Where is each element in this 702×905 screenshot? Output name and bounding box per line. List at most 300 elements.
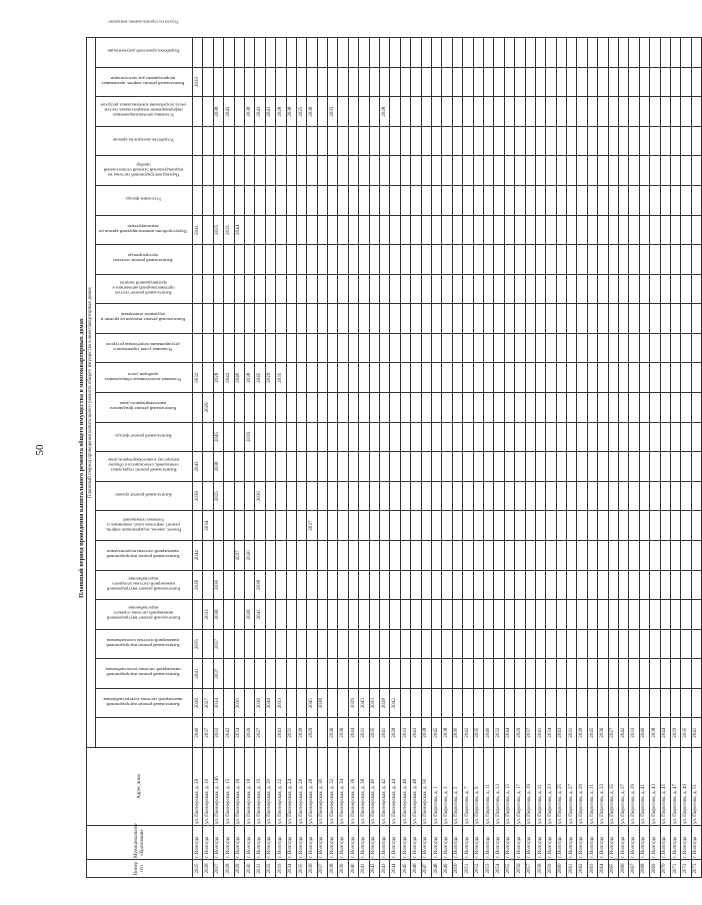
row-year-cell bbox=[525, 540, 535, 570]
row-year-cell bbox=[328, 570, 338, 600]
row-address: ул. Пирогова, д. 47 bbox=[670, 748, 680, 826]
row-year-cell bbox=[546, 511, 556, 541]
row-year-cell bbox=[473, 156, 483, 186]
row-year-cell bbox=[244, 245, 254, 275]
row-year-cell bbox=[483, 452, 493, 482]
table-row bbox=[639, 38, 649, 878]
row-year-cell: 2027 bbox=[255, 718, 265, 748]
row-municipality: г. Вологда bbox=[390, 826, 400, 860]
row-year-cell bbox=[525, 481, 535, 511]
row-year-cell bbox=[224, 245, 234, 275]
row-year-cell bbox=[483, 540, 493, 570]
row-year-cell bbox=[525, 659, 535, 689]
header-work-type-label: Капитальный ремонт внутридомовой инженерной системы газоснабжения bbox=[106, 637, 180, 648]
row-year-cell bbox=[390, 186, 400, 216]
row-year-cell bbox=[535, 333, 545, 363]
row-year-cell bbox=[224, 570, 234, 600]
row-address: ул. Пирогова, д. 37 bbox=[619, 748, 629, 826]
table-row bbox=[359, 38, 369, 878]
row-year-cell bbox=[463, 659, 473, 689]
row-year-cell bbox=[463, 304, 473, 334]
row-year-cell bbox=[556, 304, 566, 334]
row-year-cell bbox=[234, 393, 244, 423]
row-number: 2054 bbox=[494, 860, 504, 878]
row-year-cell bbox=[411, 97, 421, 127]
row-year-cell bbox=[515, 186, 525, 216]
row-year-cell bbox=[515, 333, 525, 363]
row-year-cell bbox=[650, 540, 660, 570]
row-municipality: г. Вологда bbox=[452, 826, 462, 860]
row-year-cell bbox=[328, 422, 338, 452]
row-year-cell bbox=[338, 274, 348, 304]
row-year-cell bbox=[390, 452, 400, 482]
row-municipality: г. Вологда bbox=[442, 826, 452, 860]
table-row bbox=[411, 38, 421, 878]
row-year-cell bbox=[650, 659, 660, 689]
row-year-cell bbox=[348, 333, 358, 363]
row-year-cell bbox=[463, 186, 473, 216]
row-year-cell bbox=[338, 570, 348, 600]
row-year-cell: 2043 bbox=[359, 688, 369, 718]
row-year-cell bbox=[691, 629, 701, 659]
row-year-cell bbox=[234, 481, 244, 511]
row-year-cell bbox=[328, 540, 338, 570]
table-row bbox=[276, 38, 286, 878]
row-year-cell bbox=[431, 97, 441, 127]
row-address: ул. Пионерская, д. 38 bbox=[359, 748, 369, 826]
row-year-cell bbox=[265, 570, 275, 600]
row-year-cell: 2031 bbox=[286, 718, 296, 748]
row-year-cell bbox=[483, 511, 493, 541]
row-year-cell bbox=[244, 688, 254, 718]
row-year-cell bbox=[567, 67, 577, 97]
row-year-cell bbox=[619, 540, 629, 570]
row-year-cell bbox=[400, 274, 410, 304]
row-year-cell bbox=[369, 156, 379, 186]
row-year-cell bbox=[348, 126, 358, 156]
row-municipality: г. Вологда bbox=[380, 826, 390, 860]
row-year-cell bbox=[567, 688, 577, 718]
row-year-cell bbox=[650, 422, 660, 452]
row-year-cell bbox=[286, 570, 296, 600]
row-number: 2048 bbox=[431, 860, 441, 878]
row-year-cell bbox=[660, 363, 670, 393]
row-year-cell bbox=[411, 274, 421, 304]
row-year-cell bbox=[515, 38, 525, 68]
row-year-cell bbox=[234, 156, 244, 186]
row-year-cell bbox=[276, 333, 286, 363]
row-year-cell bbox=[567, 540, 577, 570]
row-year-cell bbox=[442, 67, 452, 97]
row-year-cell bbox=[670, 570, 680, 600]
table-row bbox=[224, 38, 234, 878]
row-year-cell bbox=[515, 629, 525, 659]
row-year-cell bbox=[535, 481, 545, 511]
row-year-cell bbox=[234, 274, 244, 304]
row-year-cell bbox=[317, 126, 327, 156]
header-work-type-label: Капитальный ремонт внутридомовой инженерной системы теплоснабжения bbox=[105, 667, 181, 678]
row-year-cell bbox=[224, 540, 234, 570]
row-year-cell bbox=[400, 67, 410, 97]
row-year-cell bbox=[535, 363, 545, 393]
row-year-cell bbox=[317, 540, 327, 570]
table-row bbox=[255, 38, 265, 878]
row-year-cell bbox=[515, 659, 525, 689]
row-year-cell: 2039 bbox=[296, 718, 306, 748]
row-year-cell bbox=[296, 156, 306, 186]
table-row bbox=[567, 38, 577, 878]
row-year-cell bbox=[296, 511, 306, 541]
row-number: 2064 bbox=[598, 860, 608, 878]
row-year-cell bbox=[307, 570, 317, 600]
row-year-cell bbox=[483, 600, 493, 630]
row-year-cell bbox=[535, 97, 545, 127]
table-row bbox=[265, 38, 275, 878]
row-year-cell bbox=[577, 215, 587, 245]
row-address: ул. Пирогова, д. 51 bbox=[691, 748, 701, 826]
row-year-cell bbox=[244, 393, 254, 423]
row-year-cell bbox=[317, 363, 327, 393]
row-year-cell bbox=[650, 570, 660, 600]
row-year-cell bbox=[504, 126, 514, 156]
row-year-cell bbox=[411, 393, 421, 423]
row-year-cell bbox=[452, 688, 462, 718]
row-year-cell bbox=[359, 38, 369, 68]
row-year-cell bbox=[483, 186, 493, 216]
row-year-cell bbox=[380, 274, 390, 304]
table-row bbox=[546, 38, 556, 878]
row-address: ул. Пирогова, д. 39 bbox=[629, 748, 639, 826]
row-year-cell bbox=[494, 97, 504, 127]
row-year-cell bbox=[670, 126, 680, 156]
row-year-cell bbox=[411, 688, 421, 718]
row-year-cell bbox=[546, 97, 556, 127]
row-year-cell bbox=[525, 215, 535, 245]
row-year-cell bbox=[390, 600, 400, 630]
row-year-cell bbox=[224, 38, 234, 68]
row-year-cell bbox=[515, 540, 525, 570]
row-year-cell bbox=[691, 688, 701, 718]
row-year-cell bbox=[348, 511, 358, 541]
row-year-cell: 2025 bbox=[213, 481, 223, 511]
row-municipality: г. Вологда bbox=[525, 826, 535, 860]
row-year-cell bbox=[400, 600, 410, 630]
row-year-cell bbox=[296, 629, 306, 659]
row-year-cell bbox=[452, 481, 462, 511]
table-row bbox=[193, 38, 203, 878]
row-year-cell bbox=[608, 304, 618, 334]
row-year-cell bbox=[525, 452, 535, 482]
row-year-cell bbox=[400, 97, 410, 127]
row-year-cell bbox=[608, 274, 618, 304]
row-year-cell bbox=[411, 67, 421, 97]
row-year-cell bbox=[670, 629, 680, 659]
row-year-cell bbox=[577, 511, 587, 541]
row-year-cell bbox=[421, 511, 431, 541]
row-year-cell bbox=[587, 304, 597, 334]
row-address: ул. Пирогова, д. 23 bbox=[546, 748, 556, 826]
row-year-cell: 2041 bbox=[691, 718, 701, 748]
row-year-cell bbox=[286, 38, 296, 68]
row-year-cell bbox=[276, 452, 286, 482]
row-year-cell bbox=[587, 97, 597, 127]
row-number: 2045 bbox=[400, 860, 410, 878]
row-year-cell bbox=[213, 511, 223, 541]
header-work-type-label: Ремонт, замена, модернизация лифтов, ремонт лифтовых шахт, машинных и блочных помещений bbox=[105, 517, 181, 533]
row-year-cell bbox=[598, 540, 608, 570]
row-year-cell bbox=[203, 274, 213, 304]
row-number: 2028 bbox=[224, 860, 234, 878]
row-year-cell bbox=[629, 570, 639, 600]
table-row bbox=[691, 38, 701, 878]
row-number: 2049 bbox=[442, 860, 452, 878]
row-year-cell bbox=[494, 333, 504, 363]
row-year-cell bbox=[359, 67, 369, 97]
row-number: 2071 bbox=[670, 860, 680, 878]
row-municipality: г. Вологда bbox=[515, 826, 525, 860]
row-year-cell bbox=[473, 393, 483, 423]
row-year-cell bbox=[660, 452, 670, 482]
row-year-cell bbox=[483, 688, 493, 718]
row-year-cell bbox=[359, 481, 369, 511]
row-year-cell bbox=[431, 186, 441, 216]
row-year-cell bbox=[348, 304, 358, 334]
row-year-cell bbox=[639, 393, 649, 423]
row-year-cell bbox=[317, 659, 327, 689]
row-year-cell bbox=[380, 481, 390, 511]
row-year-cell bbox=[369, 511, 379, 541]
row-year-cell bbox=[442, 38, 452, 68]
row-year-cell bbox=[400, 245, 410, 275]
table-row bbox=[473, 38, 483, 878]
row-year-cell bbox=[328, 452, 338, 482]
row-year-cell bbox=[639, 215, 649, 245]
row-year-cell bbox=[442, 245, 452, 275]
row-year-cell bbox=[276, 186, 286, 216]
row-year-cell bbox=[650, 274, 660, 304]
row-number: 2037 bbox=[317, 860, 327, 878]
row-year-cell bbox=[587, 38, 597, 68]
row-number: 2062 bbox=[577, 860, 587, 878]
row-year-cell bbox=[639, 422, 649, 452]
row-year-cell bbox=[619, 659, 629, 689]
row-year-cell bbox=[577, 186, 587, 216]
row-number: 2059 bbox=[546, 860, 556, 878]
row-year-cell bbox=[504, 629, 514, 659]
row-year-cell: 2037 bbox=[525, 718, 535, 748]
row-year-cell bbox=[494, 304, 504, 334]
row-year-cell bbox=[504, 245, 514, 275]
row-year-cell bbox=[369, 97, 379, 127]
row-year-cell bbox=[619, 245, 629, 275]
row-year-cell bbox=[380, 422, 390, 452]
row-year-cell bbox=[473, 97, 483, 127]
row-year-cell bbox=[411, 186, 421, 216]
row-year-cell bbox=[265, 511, 275, 541]
row-year-cell bbox=[525, 333, 535, 363]
row-year-cell bbox=[546, 38, 556, 68]
row-year-cell: 2044 bbox=[348, 718, 358, 748]
row-year-cell bbox=[380, 333, 390, 363]
row-year-cell bbox=[400, 186, 410, 216]
header-work-type-label: Капитальный ремонт внутридомовой инженерной системы холодного водоснабжения bbox=[106, 576, 180, 592]
row-year-cell bbox=[587, 629, 597, 659]
row-year-cell bbox=[411, 570, 421, 600]
row-year-cell bbox=[577, 422, 587, 452]
row-municipality: г. Вологда bbox=[546, 826, 556, 860]
row-year-cell bbox=[567, 274, 577, 304]
row-year-cell bbox=[660, 274, 670, 304]
row-year-cell bbox=[483, 481, 493, 511]
row-year-cell bbox=[213, 126, 223, 156]
row-year-cell bbox=[598, 629, 608, 659]
row-year-cell bbox=[619, 600, 629, 630]
row-municipality: г. Вологда bbox=[348, 826, 358, 860]
row-year-cell bbox=[265, 481, 275, 511]
row-year-cell bbox=[535, 215, 545, 245]
row-year-cell bbox=[639, 481, 649, 511]
row-year-cell bbox=[463, 38, 473, 68]
row-municipality: г. Вологда bbox=[359, 826, 369, 860]
row-year-cell bbox=[670, 688, 680, 718]
row-year-cell: 2025 bbox=[213, 215, 223, 245]
row-year-cell bbox=[483, 215, 493, 245]
row-year-cell bbox=[587, 540, 597, 570]
row-address: ул. Пирогова, д. 21 bbox=[535, 748, 545, 826]
row-year-cell bbox=[224, 422, 234, 452]
row-address: ул. Пирогова, д. 43 bbox=[650, 748, 660, 826]
row-year-cell bbox=[276, 511, 286, 541]
row-year-cell bbox=[473, 540, 483, 570]
row-year-cell bbox=[255, 245, 265, 275]
row-year-cell: 2041 bbox=[193, 659, 203, 689]
row-year-cell bbox=[411, 452, 421, 482]
row-year-cell bbox=[348, 97, 358, 127]
row-year-cell bbox=[629, 97, 639, 127]
row-year-cell bbox=[431, 540, 441, 570]
row-year-cell bbox=[390, 333, 400, 363]
row-year-cell bbox=[629, 688, 639, 718]
row-year-cell bbox=[452, 215, 462, 245]
row-year-cell bbox=[276, 126, 286, 156]
row-year-cell bbox=[307, 38, 317, 68]
row-year-cell bbox=[629, 215, 639, 245]
row-year-cell bbox=[504, 659, 514, 689]
row-year-cell bbox=[265, 126, 275, 156]
row-year-cell bbox=[224, 452, 234, 482]
row-year-cell bbox=[296, 540, 306, 570]
row-year-cell bbox=[556, 67, 566, 97]
table-row bbox=[515, 38, 525, 878]
row-year-cell bbox=[359, 156, 369, 186]
row-year-cell bbox=[660, 629, 670, 659]
row-year-cell bbox=[504, 274, 514, 304]
row-year-cell bbox=[473, 481, 483, 511]
row-year-cell bbox=[546, 363, 556, 393]
row-year-cell bbox=[276, 659, 286, 689]
row-address: ул. Пионерская, д. 24 bbox=[286, 748, 296, 826]
row-municipality: г. Вологда bbox=[400, 826, 410, 860]
row-year-cell bbox=[556, 245, 566, 275]
row-year-cell bbox=[224, 333, 234, 363]
row-year-cell bbox=[556, 274, 566, 304]
row-year-cell bbox=[681, 38, 691, 68]
table-row bbox=[483, 38, 493, 878]
row-number: 2046 bbox=[411, 860, 421, 878]
row-year-cell bbox=[494, 126, 504, 156]
row-year-cell bbox=[525, 363, 535, 393]
header-work-type-label: Капитальный ремонт внутридомовой инженерной системы электроснабжения bbox=[103, 697, 183, 707]
row-year-cell bbox=[598, 600, 608, 630]
row-year-cell: 2044 bbox=[660, 718, 670, 748]
row-year-cell bbox=[525, 600, 535, 630]
row-year-cell bbox=[452, 363, 462, 393]
row-municipality: г. Вологда bbox=[431, 826, 441, 860]
row-year-cell bbox=[411, 215, 421, 245]
row-municipality: г. Вологда bbox=[567, 826, 577, 860]
row-year-cell bbox=[224, 600, 234, 630]
row-year-cell bbox=[244, 481, 254, 511]
row-year-cell bbox=[369, 600, 379, 630]
row-address: ул. Пирогова, д. 19 bbox=[525, 748, 535, 826]
row-year-cell bbox=[619, 393, 629, 423]
row-year-cell bbox=[369, 304, 379, 334]
row-year-cell bbox=[244, 274, 254, 304]
table-row bbox=[296, 38, 306, 878]
row-address: ул. Пионерская, д. 20 bbox=[265, 748, 275, 826]
row-address: ул. Пионерская, д. 36 bbox=[348, 748, 358, 826]
row-year-cell bbox=[691, 156, 701, 186]
row-year-cell bbox=[598, 245, 608, 275]
row-year-cell bbox=[494, 186, 504, 216]
row-year-cell bbox=[213, 38, 223, 68]
row-year-cell bbox=[276, 540, 286, 570]
row-year-cell bbox=[317, 718, 327, 748]
row-year-cell bbox=[213, 245, 223, 275]
row-year-cell bbox=[546, 659, 556, 689]
row-year-cell bbox=[286, 422, 296, 452]
row-year-cell bbox=[629, 659, 639, 689]
row-year-cell bbox=[431, 393, 441, 423]
row-year-cell bbox=[629, 540, 639, 570]
row-year-cell bbox=[494, 511, 504, 541]
row-municipality: г. Вологда bbox=[504, 826, 514, 860]
row-year-cell: 2035 bbox=[369, 718, 379, 748]
row-year-cell bbox=[442, 156, 452, 186]
row-year-cell bbox=[525, 245, 535, 275]
row-year-cell bbox=[587, 245, 597, 275]
row-year-cell bbox=[307, 422, 317, 452]
row-year-cell bbox=[276, 67, 286, 97]
row-year-cell bbox=[483, 304, 493, 334]
row-municipality: г. Вологда bbox=[265, 826, 275, 860]
row-year-cell bbox=[670, 659, 680, 689]
row-year-cell bbox=[556, 97, 566, 127]
row-year-cell bbox=[380, 600, 390, 630]
row-year-cell bbox=[650, 600, 660, 630]
row-year-cell bbox=[598, 422, 608, 452]
row-year-cell: 2029 bbox=[265, 363, 275, 393]
row-year-cell bbox=[587, 393, 597, 423]
row-year-cell bbox=[317, 629, 327, 659]
row-year-cell bbox=[286, 511, 296, 541]
row-year-cell bbox=[535, 422, 545, 452]
row-year-cell bbox=[286, 156, 296, 186]
row-year-cell: 2042 bbox=[390, 688, 400, 718]
table-row bbox=[348, 38, 358, 878]
row-municipality: г. Вологда bbox=[244, 826, 254, 860]
row-year-cell bbox=[380, 215, 390, 245]
